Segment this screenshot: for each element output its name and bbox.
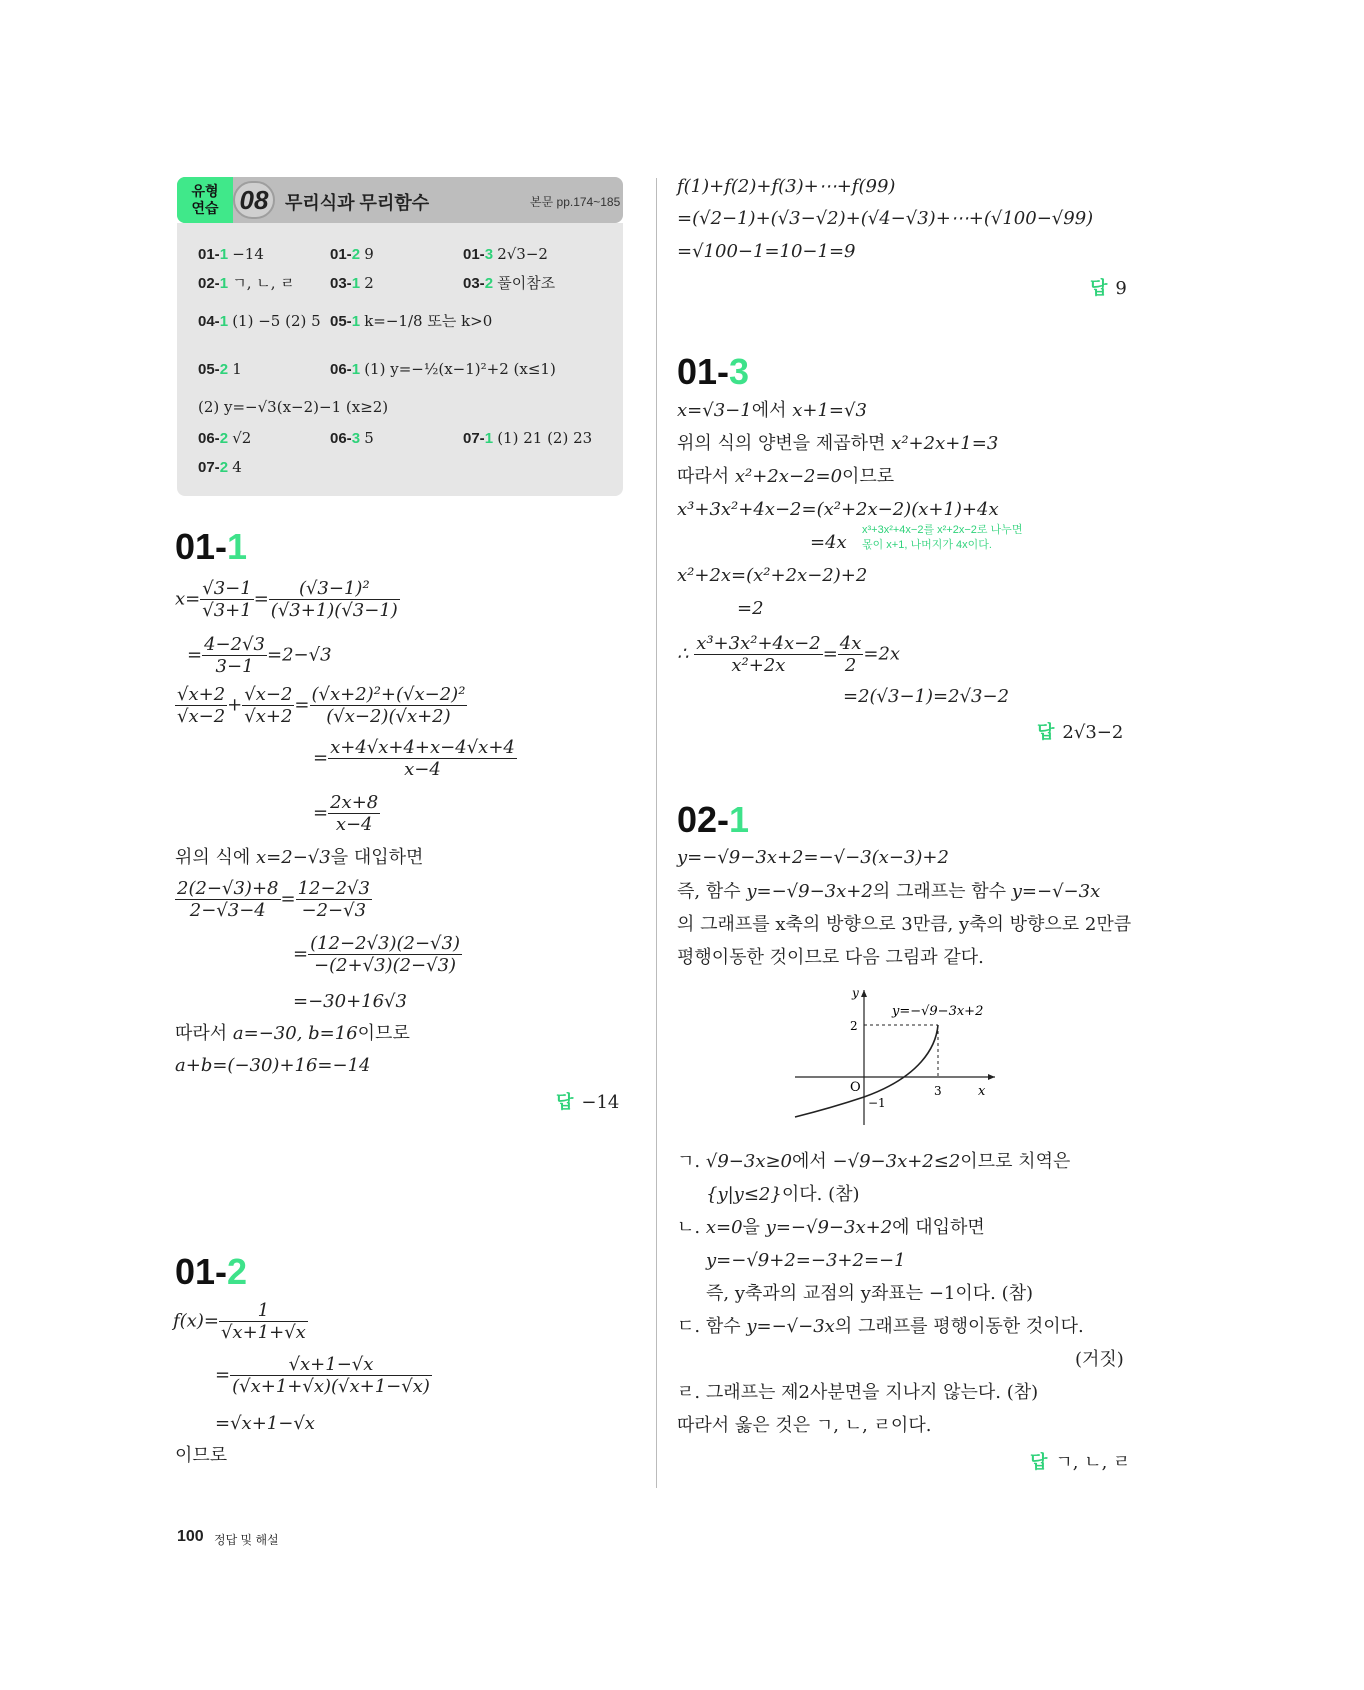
math-line: = $\frac{x+4√x+4+x-4√x+4}{x-4}$ xyxy=(313,737,515,780)
answer-key-item: 07-1 (1) 21 (2) 23 xyxy=(463,429,593,447)
answer-key-item: 05-2 1 xyxy=(198,360,242,378)
math-line: =√x+1−√x xyxy=(215,1413,315,1434)
page-number: 100 xyxy=(177,1528,204,1545)
answer-key-item: 01-3 2√3−2 xyxy=(463,245,548,263)
math-line: =2 xyxy=(737,598,764,619)
math-line: =4x xyxy=(810,532,847,553)
math-line: f(x)= $\frac{1}{√x+1+√x}$ xyxy=(173,1300,306,1343)
answer-key-item: 06-1 (1) y=−½(x−1)²+2 (x≤1) xyxy=(330,360,556,378)
text-line: 따라서 옳은 것은 ㄱ, ㄴ, ㄹ이다. xyxy=(677,1415,932,1436)
answer-key-item: 06-3 5 xyxy=(330,429,374,447)
section-title-02-1: 02-1 xyxy=(677,799,750,840)
math-line: x²+2x=(x²+2x−2)+2 xyxy=(677,565,868,586)
math-line: a+b=(−30)+16=−14 xyxy=(175,1055,371,1076)
text-line: ㄱ. √9−3x≥0에서 −√9−3x+2≤2이므로 치역은 xyxy=(677,1151,1071,1172)
math-line: =2(√3−1)=2√3−2 xyxy=(843,686,1010,707)
section-title-01-3: 01-3 xyxy=(677,351,750,392)
text-line: 위의 식의 양변을 제곱하면 x²+2x+1=3 xyxy=(677,433,999,454)
side-note: 몫이 x+1, 나머지가 4x이다. xyxy=(862,539,992,551)
math-line: = $\frac{2x+8}{x-4}$ xyxy=(313,792,379,835)
answer-key-item: 05-1 k=−1/8 또는 k>0 xyxy=(330,312,493,330)
side-note: x³+3x²+4x−2를 x²+2x−2로 나누면 xyxy=(862,524,1023,536)
section-title-01-1: 01-1 xyxy=(175,526,248,567)
math-line: =(√2−1)+(√3−√2)+(√4−√3)+⋯+(√100−√99) xyxy=(677,208,1094,229)
x-axis-arrow xyxy=(988,1074,995,1080)
math-line: = $\frac{(12-2√3)(2-√3)}{-(2+√3)(2-√3)}$ xyxy=(293,933,460,976)
math-line: =√100−1=10−1=9 xyxy=(677,241,856,262)
answer-key-item: 03-2 풀이참조 xyxy=(463,274,556,292)
text-line: 위의 식에 x=2−√3을 대입하면 xyxy=(175,847,424,868)
text-line: 따라서 x²+2x−2=0이므로 xyxy=(677,466,895,487)
origin-label: O xyxy=(850,1080,861,1095)
function-graph xyxy=(790,985,1000,1130)
text-line: 즉, y축과의 교점의 y좌표는 −1이다. (참) xyxy=(706,1283,1034,1304)
math-line: ∴ $\frac{\text{x³+3x²+4x−2}}{\text{x²+2x}}$ = $\frac{4x}{2}$ =2x xyxy=(677,633,901,676)
y-axis-arrow xyxy=(861,990,867,997)
curve xyxy=(795,1025,938,1117)
answer-key-item: 04-1 (1) −5 (2) 5 xyxy=(198,312,321,330)
math-line: f(1)+f(2)+f(3)+⋯+f(99) xyxy=(677,176,896,197)
answer-01-2: 답 9 xyxy=(1090,278,1127,299)
math-line: =−30+16√3 xyxy=(293,991,407,1012)
answer-02-1: 답 ㄱ, ㄴ, ㄹ xyxy=(1030,1452,1131,1473)
y-axis-label: y xyxy=(852,986,859,1000)
text-line: 평행이동한 것이므로 다음 그림과 같다. xyxy=(677,947,984,968)
answer-key-item: (2) y=−√3(x−2)−1 (x≥2) xyxy=(198,398,389,416)
text-line: ㄹ. 그래프는 제2사분면을 지나지 않는다. (참) xyxy=(677,1382,1039,1403)
header-title: 무리식과 무리함수 xyxy=(285,193,430,213)
column-divider xyxy=(656,178,657,1488)
footer-label: 정답 및 해설 xyxy=(214,1533,279,1547)
answer-01-3: 답 2√3−2 xyxy=(1037,722,1124,743)
text-line: 즉, 함수 y=−√9−3x+2의 그래프는 함수 y=−√−3x xyxy=(677,881,1101,902)
answer-key-item: 07-2 4 xyxy=(198,458,242,476)
math-line: $\frac{2(2-√3)+8}{2-√3-4}$ = $\frac{12-2√3}{-2-√3}$ xyxy=(177,878,370,921)
math-line: = $\frac{√x+1-√x}{(√x+1+√x)(√x+1-√x)}$ xyxy=(215,1354,430,1397)
math-line: = $\frac{4-2√3}{3-1}$ =2−√3 xyxy=(187,634,332,677)
x-axis-label: x xyxy=(978,1084,986,1099)
text-line: (거짓) xyxy=(1075,1349,1124,1370)
text-line: ㄷ. 함수 y=−√−3x의 그래프를 평행이동한 것이다. xyxy=(677,1316,1084,1337)
text-line: 의 그래프를 x축의 방향으로 3만큼, y축의 방향으로 2만큼 xyxy=(677,914,1132,935)
curve-label: y=−√9−3x+2 xyxy=(892,1004,984,1019)
math-line: y=−√9+2=−3+2=−1 xyxy=(706,1250,906,1271)
header-number: 08 xyxy=(233,181,275,219)
answer-key-item: 02-1 ㄱ, ㄴ, ㄹ xyxy=(198,274,295,292)
text-line: {y|y≤2}이다. (참) xyxy=(706,1184,860,1205)
math-line: y=−√9−3x+2=−√−3(x−3)+2 xyxy=(677,847,949,868)
answer-key-item: 01-2 9 xyxy=(330,245,374,263)
math-line: $\frac{√x+2}{√x-2}$ + $\frac{√x-2}{√x+2}$ = $\frac{\text{(√x+2)²+(√x−2)²}}{(√x-2)(√x+2)}$ xyxy=(177,684,466,727)
math-line: x³+3x²+4x−2=(x²+2x−2)(x+1)+4x xyxy=(677,499,999,520)
math-line: x= $\frac{√3-1}{√3+1}$ = $\frac{\text{(√3−1)²}}{(√3+1)(√3-1)}$ xyxy=(175,578,398,621)
header-reference: 본문 pp.174~185 xyxy=(530,195,621,209)
answer-key-item: 03-1 2 xyxy=(330,274,374,292)
text-line: 이므로 xyxy=(175,1445,228,1466)
text-line: 따라서 a=−30, b=16이므로 xyxy=(175,1023,410,1044)
tick-label-x: 3 xyxy=(934,1084,942,1098)
tick-label-neg: −1 xyxy=(868,1096,886,1110)
header-tag: 유형 연습 xyxy=(177,177,233,223)
section-title-01-2: 01-2 xyxy=(175,1251,248,1292)
answer-key-item: 06-2 √2 xyxy=(198,429,252,447)
text-line: ㄴ. x=0을 y=−√9−3x+2에 대입하면 xyxy=(677,1217,985,1238)
text-line: x=√3−1에서 x+1=√3 xyxy=(677,400,867,421)
tick-label-y: 2 xyxy=(850,1019,858,1033)
answer-key-item: 01-1 −14 xyxy=(198,245,264,263)
answer-01-1: 답 −14 xyxy=(556,1092,620,1113)
